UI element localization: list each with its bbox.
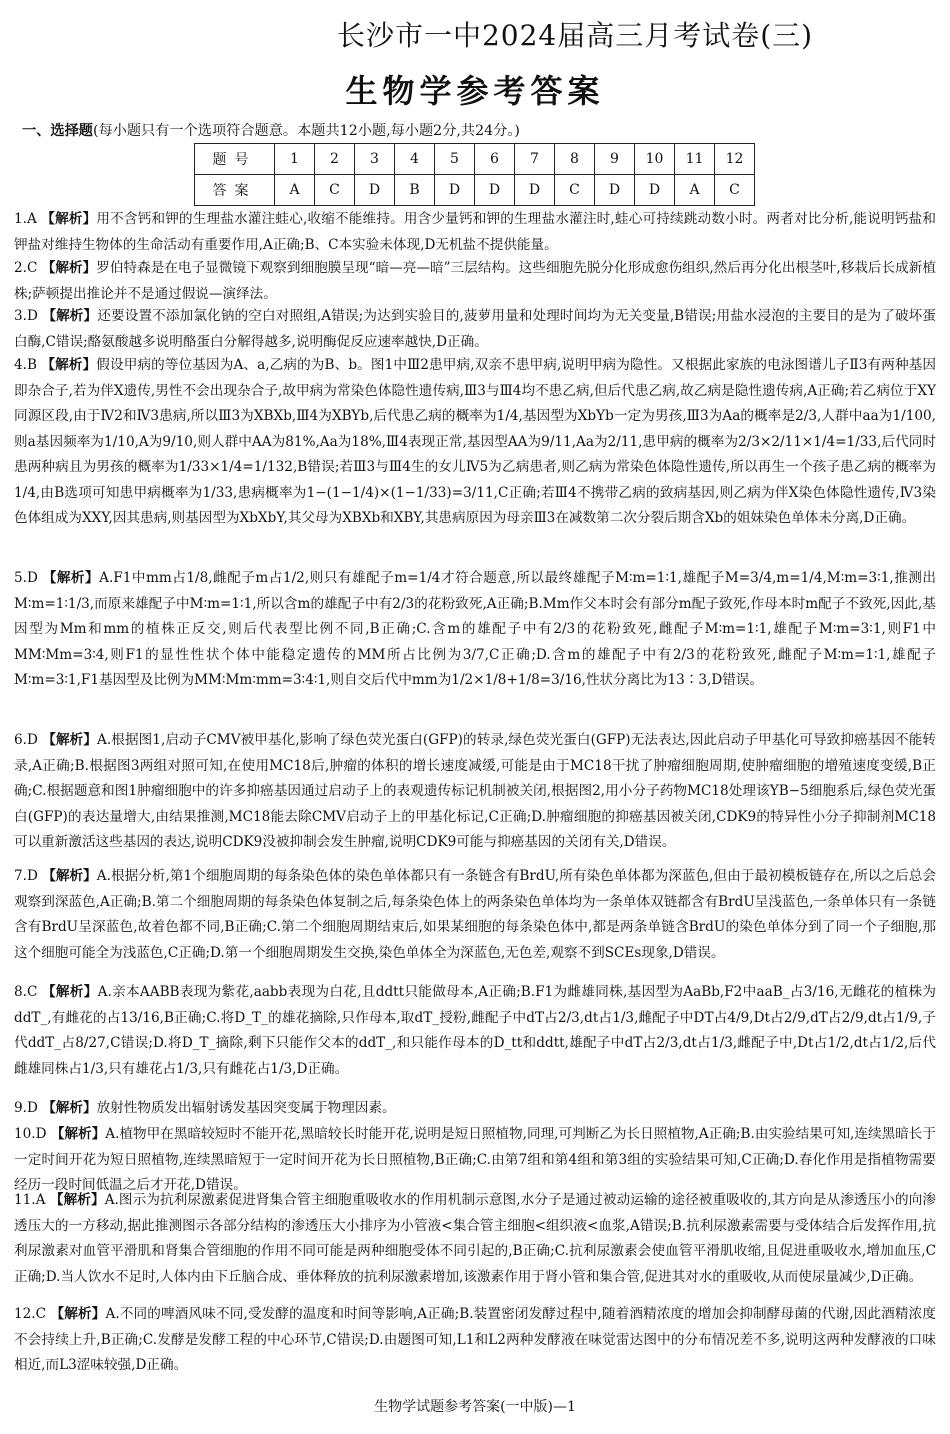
explanation-text: A.植物甲在黑暗较短时不能开花,黑暗较长时能开花,说明是短日照植物,同理,可判断乙为长日照植物,A正确;B.由实验结果可知,连续黑暗长于一定时间开花为短日照植物,连续黑暗短于一定时间开花为长日照植物,B正确;C.由第7组和第4组和第3组的实验结果可知,C正确;D.春化作用是指植物需要经历一段时间低温之后才开花,D错误。: [14, 1126, 936, 1193]
question-number-cell: 9: [595, 144, 635, 175]
answer-cell: D: [595, 175, 635, 206]
question-explanation-1: [14, 207, 936, 258]
question-number-cell: 7: [515, 144, 555, 175]
question-explanation-11: [14, 1188, 936, 1290]
explanation-text: A.亲本AABB表现为紫花,aabb表现为白花,且ddtt只能做母本,A正确;B.F1为雌雄同株,基因型为AaBb,F2中aaB_占3/16,无雌花的植株为ddT_,有雌花的占13/16,B正确;C.将D_T_的雄花摘除,只作母本,取dT_授粉,雌配子中dT占2/3,dt占1/3,雌配子中DT占4/9,Dt占2/9,dT占2/9,dt占1/9,子代ddT_占8/27,C错误;D.将D_T_摘除,剩下只能作父本的ddT_,和只能作母本的D_tt和ddtt,雄配子中dT占2/3,dt占1/3,雌配子中,Dt占1/2,dt占1/2,后代雌雄同株占1/3,只有雄花占1/3,只有雌花占1/3,D正确。: [14, 984, 936, 1077]
analysis-tag: 【解析】: [42, 570, 100, 586]
answer-table: [194, 143, 755, 206]
question-number-cell: 12: [715, 144, 755, 175]
explanation-text: 罗伯特森是在电子显微镜下观察到细胞膜呈现“暗—亮—暗”三层结构。这些细胞先脱分化形成愈伤组织,然后再分化出根茎叶,移栽后长成新植株;萨顿提出推论并不是通过假说—演绎法。: [14, 260, 937, 302]
number-row-label: 题号: [195, 144, 275, 175]
question-number-cell: 5: [435, 144, 475, 175]
answer-cell: C: [555, 175, 595, 206]
explanation-text: A.根据分析,第1个细胞周期的每条染色体的染色单体都只有一条链含有BrdU,所有染色单体都为深蓝色,但由于最初模板链存在,所以之后总会观察到深蓝色,A正确;B.第二个细胞周期的每条染色体复制之后,每条染色体上的两条染色单体均为一条单体双链都含有BrdU呈浅蓝色,一条单体只有一条链含有BrdU呈深蓝色,故着色都不同,B正确;C.第二个细胞周期结束后,如果某细胞的每条染色体中,都是两条单链含BrdU的染色单体分到了同一个子细胞,那这个细胞可能全为浅蓝色,C正确;D.第一个细胞周期发生交换,染色单体全为深蓝色,无色差,观察不到SCEs现象,D错误。: [14, 868, 937, 961]
answer-cell: D: [475, 175, 515, 206]
question-answer: 9.D: [14, 1100, 38, 1116]
page-footer: 生物学试题参考答案(一中版)—1: [374, 1399, 576, 1415]
answer-row-label: 答案: [195, 175, 275, 206]
question-answer: 10.D: [14, 1126, 47, 1142]
question-explanation-9: [14, 1096, 936, 1122]
answer-table-answer-row: [195, 175, 755, 206]
answer-cell: D: [515, 175, 555, 206]
answer-cell: C: [715, 175, 755, 206]
explanation-text: 放射性物质发出辐射诱发基因突变属于物理因素。: [96, 1100, 396, 1116]
analysis-tag: 【解析】: [50, 1126, 106, 1142]
answer-table-number-row: [195, 144, 755, 175]
answer-cell: C: [315, 175, 355, 206]
section-note: (每小题只有一个选项符合题意。本题共12小题,每小题2分,共24分。): [92, 123, 520, 139]
explanation-text: 假设甲病的等位基因为A、a,乙病的为B、b。图1中Ⅲ2患甲病,双亲不患甲病,说明甲病为隐性。又根据此家族的电泳图谱儿子Ⅱ3有两种基因即杂合子,若为伴X遗传,男性不会出现杂合子,故甲病为常染色体隐性遗传病,Ⅲ3与Ⅲ4均不患乙病,但后代患乙病,故乙病是隐性遗传病,A正确;若乙病位于XY同源区段,由于Ⅳ2和Ⅳ3患病,所以Ⅲ3为XBXb,Ⅲ4为XBYb,后代患乙病的概率为1/4,基因型为XbYb一定为男孩,Ⅲ3为Aa的概率是2/3,人群中aa为1/100,则a基因频率为1/10,A为9/10,则人群中AA为81%,Aa为18%,Ⅲ4表现正常,基因型AA为9/11,Aa为2/11,患甲病的概率为2/3×2/11×1/4=1/33,后代同时患两种病且为男孩的概率为1/33×1/4=1/132,B错误;若Ⅲ3与Ⅲ4生的女儿Ⅳ5为乙病患者,则乙病为常染色体隐性遗传,所以再生一个孩子患乙病的概率为1/4,由B选项可知患甲病概率为1/33,患病概率为1−(1−1/4)×(1−1/33)=3/11,C正确;若Ⅲ4不携带乙病的致病基因,则乙病为伴X染色体隐性遗传,Ⅳ3染色体组成为XXY,因其患病,则基因型为XbXbY,其父母为XBXb和XBY,其患病原因为母亲Ⅲ3在减数第二次分裂后期含Xb的姐妹染色单体未分离,D正确。: [14, 357, 937, 526]
question-answer: 11.A: [14, 1192, 46, 1208]
explanation-text: A.不同的啤酒风味不同,受发酵的温度和时间等影响,A正确;B.装置密闭发酵过程中,随着酒精浓度的增加会抑制酵母菌的代谢,因此酒精浓度不会持续上升,B正确;C.发酵是发酵工程的中心环节,C错误;D.由题图可知,L1和L2两种发酵液在味觉雷达图中的分布情况差不多,说明这两种发酵液的口味相近,而L3涩味较强,D正确。: [14, 1306, 937, 1373]
analysis-tag: 【解析】: [42, 984, 98, 1000]
question-number-cell: 10: [635, 144, 675, 175]
answer-cell: D: [355, 175, 395, 206]
question-explanation-12: [14, 1302, 936, 1379]
answer-cell: D: [635, 175, 675, 206]
explanation-text: A.图示为抗利尿激素促进肾集合管主细胞重吸收水的作用机制示意图,水分子是通过被动运输的途径被重吸收的,其方向是从渗透压小的向渗透压大的一方移动,据此推测图示各部分结构的渗透压大小排序为小管液<集合管主细胞<组织液<血浆,A错误;B.抗利尿激素需要与受体结合后发挥作用,抗利尿激素对血管平滑肌和肾集合管细胞的作用不同可能是两种细胞受体不同引起的,B正确;C.抗利尿激素会使血管平滑肌收缩,且促进重吸收水,增加血压,C正确;D.当人饮水不足时,人体内由下丘脑合成、垂体释放的抗利尿激素增加,该激素作用于肾小管和集合管,促进其对水的重吸收,从而使尿量减少,D正确。: [14, 1192, 937, 1285]
question-explanation-2: [14, 256, 936, 307]
analysis-tag: 【解析】: [41, 211, 97, 227]
analysis-tag: 【解析】: [41, 357, 97, 373]
analysis-tag: 【解析】: [42, 1100, 97, 1116]
question-answer: 1.A: [14, 211, 37, 227]
question-explanation-4: [14, 353, 936, 532]
question-answer: 7.D: [14, 868, 38, 884]
question-explanation-8: [14, 980, 936, 1082]
question-answer: 5.D: [14, 570, 38, 586]
header-title: 长沙市一中2024届高三月考试卷(三): [336, 19, 814, 52]
document-title: 生物学参考答案: [345, 72, 605, 110]
question-number-cell: 3: [355, 144, 395, 175]
analysis-tag: 【解析】: [41, 260, 97, 276]
question-number-cell: 8: [555, 144, 595, 175]
analysis-tag: 【解析】: [50, 1306, 106, 1322]
explanation-text: A.F1中mm占1/8,雌配子m占1/2,则只有雄配子m=1/4才符合题意,所以最终雄配子M∶m=1∶1,雄配子M=3/4,m=1/4,M∶m=3∶1,推测出M∶m=1∶1/3,而原来雄配子中M∶m=1∶1,所以含m的雄配子中有2/3的花粉致死,A正确;B.Mm作父本时会有部分m配子致死,作母本时m配子不致死,因此,基因型为Mm和mm的植株正反交,则后代表型比例不同,B正确;C.含m的雄配子中有2/3的花粉致死,雌配子M∶m=1∶1,雄配子M∶m=3∶1,则F1中MM∶Mm=3∶4,则F1的显性性状个体中能稳定遗传的MM所占比例为3/7,C正确;D.含m的雄配子中有2/3的花粉致死,雌配子M∶m=1∶1,雄配子M∶m=3∶1,F1基因型及比例为MM∶Mm∶mm=3∶4∶1,则自交后代中mm为1/2×1/8+1/8=3/16,性状分离比为13∶3,D错误。: [14, 570, 937, 688]
question-number-cell: 6: [475, 144, 515, 175]
section-title: 一、选择题: [22, 123, 93, 139]
question-number-cell: 1: [275, 144, 315, 175]
answer-cell: A: [275, 175, 315, 206]
question-answer: 4.B: [14, 357, 37, 373]
question-explanation-7: [14, 864, 936, 966]
question-number-cell: 11: [675, 144, 715, 175]
explanation-text: A.根据图1,启动子CMV被甲基化,影响了绿色荧光蛋白(GFP)的转录,绿色荧光蛋白(GFP)无法表达,因此启动子甲基化可导致抑癌基因不能转录,A正确;B.根据图3两组对照可知,在使用MC18后,肿瘤的体积的增长速度减缓,可能是由于MC18干扰了肿瘤细胞周期,使肿瘤细胞的增殖速度变缓,B正确;C.根据题意和图1肿瘤细胞中的许多抑癌基因通过启动子上的表观遗传标记机制被关闭,根据图2,用小分子药物MC18处理该YB−5细胞系后,绿色荧光蛋白(GFP)的表达量增大,由结果推测,MC18能去除CMV启动子上的甲基化标记,C正确;D.肿瘤细胞的抑癌基因被关闭,CDK9的特异性小分子抑制剂MC18可以重新激活这些基因的表达,说明CDK9没被抑制会发生肿瘤,说明CDK9可能与抑癌基因的关闭有关,D错误。: [14, 732, 937, 850]
question-explanation-3: [14, 304, 936, 355]
question-explanation-6: [14, 728, 936, 856]
analysis-tag: 【解析】: [42, 732, 98, 748]
answer-cell: B: [395, 175, 435, 206]
question-answer: 3.D: [14, 308, 38, 324]
analysis-tag: 【解析】: [42, 308, 98, 324]
question-answer: 2.C: [14, 260, 38, 276]
question-number-cell: 4: [395, 144, 435, 175]
explanation-text: 还要设置不添加氯化钠的空白对照组,A错误;为达到实验目的,菠萝用量和处理时间均为无关变量,B错误;用盐水浸泡的主要目的是为了破坏蛋白酶,C错误;酪氨酸越多说明酪蛋白分解得越多,说明酶促反应速率越快,D正确。: [14, 308, 936, 350]
question-answer: 8.C: [14, 984, 38, 1000]
answer-cell: A: [675, 175, 715, 206]
question-explanation-5: [14, 566, 936, 694]
analysis-tag: 【解析】: [42, 868, 97, 884]
answer-cell: D: [435, 175, 475, 206]
section-heading: [22, 120, 520, 140]
analysis-tag: 【解析】: [49, 1192, 105, 1208]
question-number-cell: 2: [315, 144, 355, 175]
explanation-text: 用不含钙和钾的生理盐水灌注蛙心,收缩不能维持。用含少量钙和钾的生理盐水灌注时,蛙心可持续跳动数小时。两者对比分析,能说明钙盐和钾盐对维持生物体的生命活动有重要作用,A正确;B、C本实验未体现,D无机盐不提供能量。: [14, 211, 936, 253]
question-answer: 12.C: [14, 1306, 47, 1322]
question-answer: 6.D: [14, 732, 38, 748]
